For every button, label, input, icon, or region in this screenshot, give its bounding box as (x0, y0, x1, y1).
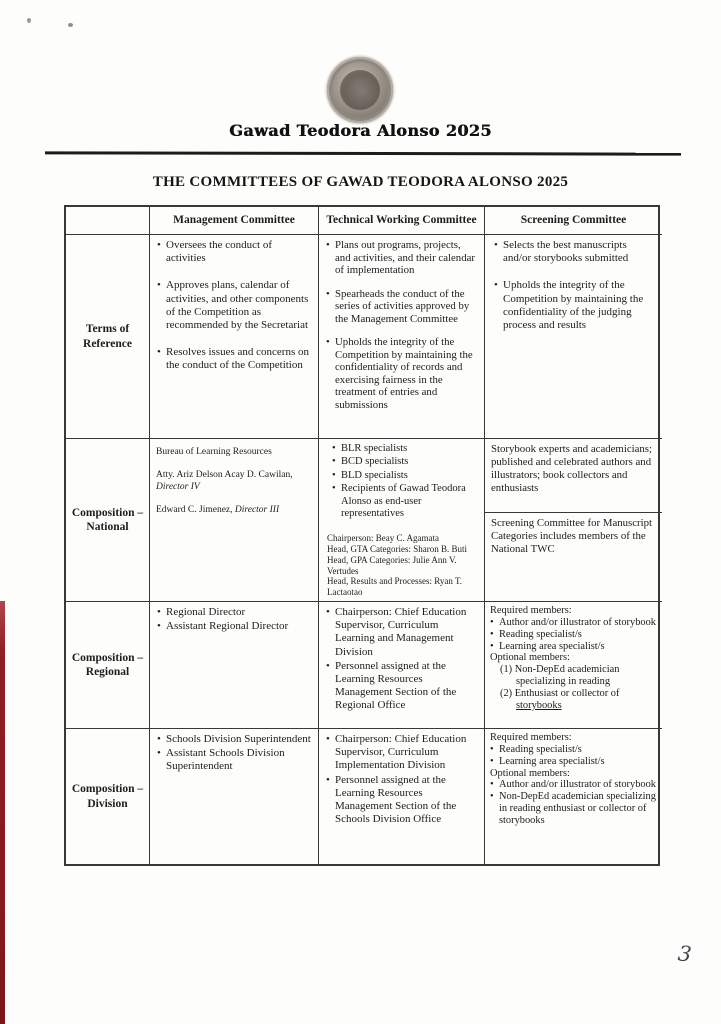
scan-edge-red-strip (0, 601, 5, 1024)
twc-officers (327, 533, 478, 598)
cell-regional-twc (319, 602, 485, 729)
list-item: • Upholds the integrity of the Competition by maintaining the confidentiality of records and exercising fairness in the treatment of entries and submissions (325, 336, 478, 411)
optional-members-heading: Optional members: (490, 652, 570, 664)
list-item: • Assistant Regional Director (156, 620, 312, 633)
list-item: • Spearheads the conduct of the series of activities approved by the Management Committee (325, 288, 478, 326)
staple-mark (68, 23, 73, 27)
cell-division-screening (485, 729, 662, 864)
cell-division-twc (319, 729, 485, 864)
screening-national-general: Storybook experts and academicians; published and celebrated authors and illustrators; book collectors and enthusiasts (485, 439, 662, 513)
list-item: • BLD specialists (331, 470, 478, 482)
col-header-management: Management Committee (150, 207, 319, 235)
list-item: • Recipients of Gawad Teodora Alonso as end-user representatives (331, 483, 478, 520)
org-name: Bureau of Learning Resources (156, 447, 272, 457)
list-item: • Oversees the conduct of activities (156, 239, 312, 265)
director-entry: Edward C. Jimenez, Director III (156, 504, 280, 515)
optional-members-heading: Optional members: (490, 767, 570, 779)
officer-line: Head, Results and Processes: Ryan T. Lactaotao (327, 576, 463, 598)
staple-mark (27, 18, 31, 23)
row-header-composition-division: Composition – Division (66, 729, 150, 864)
cell-regional-screening (485, 602, 662, 729)
cell-regional-management (150, 602, 319, 729)
cell-terms-screening (485, 235, 662, 439)
list-item: • Approves plans, calendar of activities, and other components of the Competition as recommended by the Secretariat (156, 279, 312, 332)
list-item: • Personnel assigned at the Learning Resources Management Section of the Schools Division Office (325, 774, 478, 827)
cell-terms-management (150, 235, 319, 439)
table-corner-cell (66, 207, 150, 235)
list-item: • Reading specialist/s (490, 629, 658, 641)
list-item: • Chairperson: Chief Education Supervisor, Curriculum Implementation Division (325, 733, 478, 773)
col-header-screening: Screening Committee (485, 207, 662, 235)
list-item: (1) Non-DepEd academician specializing in reading (500, 664, 620, 688)
list-item: • Author and/or illustrator of storybook (490, 779, 658, 791)
list-item: • Assistant Schools Division Superintendent (156, 747, 312, 773)
cell-division-management (150, 729, 319, 864)
row-header-composition-national: Composition – National (66, 439, 150, 602)
list-item: • Schools Division Superintendent (156, 733, 312, 746)
list-item: • Chairperson: Chief Education Supervisor, Curriculum Learning and Management Division (325, 606, 478, 659)
list-item: • BCD specialists (331, 456, 478, 468)
col-header-technical-working: Technical Working Committee (319, 207, 485, 235)
page-number: 3 (676, 941, 693, 967)
officer-line: Chairperson: Beay C. Agamata (327, 533, 439, 544)
list-item: • Non-DepEd academician specializing in reading enthusiast or collector of storybooks (490, 791, 658, 827)
gawad-teodora-alonso-seal-icon (327, 57, 393, 123)
director-entry: Atty. Ariz Delson Acay D. Cawilan, Director IV (156, 469, 293, 492)
list-item: • Personnel assigned at the Learning Resources Management Section of the Regional Office (325, 660, 478, 713)
officer-line: Head, GTA Categories: Sharon B. Buti (327, 544, 468, 555)
row-header-terms-of-reference: Terms of Reference (66, 235, 150, 439)
officer-line: Head, GPA Categories: Julie Ann V. Vertudes (327, 554, 457, 576)
list-item: • Plans out programs, projects, and activities, and their calendar of implementation (325, 239, 478, 277)
row-header-composition-regional: Composition – Regional (66, 602, 150, 729)
page-title: THE COMMITTEES OF GAWAD TEODORA ALONSO 2025 (152, 174, 569, 190)
cell-national-twc (319, 439, 485, 602)
screening-national-manuscript: Screening Committee for Manuscript Categories includes members of the National TWC (491, 517, 653, 555)
list-item: • Resolves issues and concerns on the conduct of the Competition (156, 346, 312, 372)
cell-national-management (150, 439, 319, 602)
list-item: • Learning area specialist/s (490, 641, 658, 653)
list-item: • Regional Director (156, 606, 312, 619)
header-divider (45, 151, 681, 155)
list-item: • Reading specialist/s (490, 744, 658, 756)
list-item: (2) Enthusiast or collector of storybooks (500, 688, 620, 711)
required-members-heading: Required members: (490, 732, 572, 743)
cell-national-screening (485, 439, 662, 602)
list-item: • Selects the best manuscripts and/or storybooks submitted (493, 239, 656, 265)
required-members-heading: Required members: (490, 605, 572, 616)
cell-terms-twc (319, 235, 485, 439)
list-item: • BLR specialists (331, 443, 478, 455)
list-item: • Learning area specialist/s (490, 756, 658, 768)
committees-table (64, 205, 660, 866)
brand-text: Gawad Teodora Alonso 2025 (229, 121, 492, 140)
list-item: • Author and/or illustrator of storybook (490, 617, 658, 629)
list-item: • Upholds the integrity of the Competition by maintaining the confidentiality of the judging process and results (493, 279, 656, 332)
